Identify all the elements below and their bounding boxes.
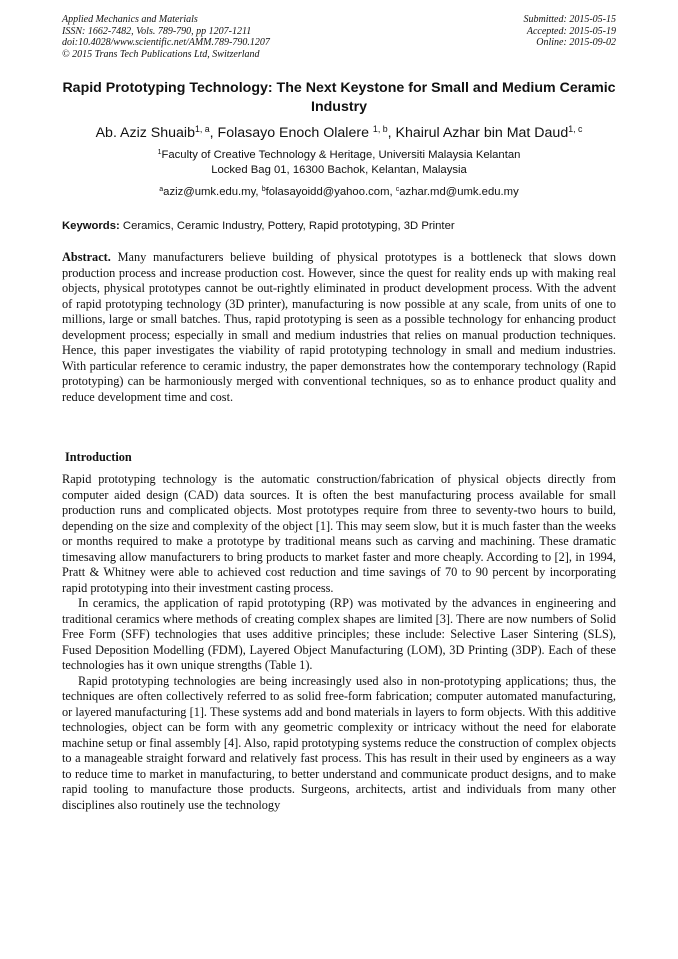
- email-sup: c: [395, 186, 400, 194]
- submitted-date: Submitted: 2015-05-15: [523, 14, 616, 25]
- copyright: © 2015 Trans Tech Publications Ltd, Switzerland: [62, 48, 260, 60]
- introduction-body: [62, 472, 616, 813]
- paper-title: Rapid Prototyping Technology: The Next Keystone for Small and Medium Ceramic Industry: [62, 80, 616, 115]
- author-sup: 1, a: [194, 124, 210, 135]
- author-name: Folasayo Enoch Olalere: [217, 125, 369, 141]
- abstract: [62, 250, 616, 405]
- email-sup: b: [261, 186, 266, 194]
- email-link[interactable]: aziz@umk.edu.my: [163, 186, 256, 198]
- accepted-date: Accepted: 2015-05-19: [526, 25, 616, 37]
- doi: doi:10.4028/www.scientific.net/AMM.789-790.1207: [62, 37, 270, 48]
- journal-name: Applied Mechanics and Materials: [62, 14, 198, 25]
- email-link[interactable]: azhar.md@umk.edu.my: [399, 186, 519, 198]
- keywords-label: Keywords:: [62, 220, 120, 232]
- author-list: Ab. Aziz Shuaib$^{1, a}$, Folasayo Enoch Olalere $^{1, b}$, Khairul Azhar bin Mat Daud$^{1, c}$: [95, 124, 583, 141]
- affiliation: [62, 148, 616, 178]
- section-heading-introduction: Introduction: [65, 450, 132, 464]
- page-header: [62, 14, 616, 60]
- paragraph: Rapid prototyping technology is the automatic construction/fabrication of physical objects directly from computer aided design (CAD) data sources. It is often the best manufacturing process available for small production runs and complicated objects. Most prototypes require from three to seventy-two hours to build, depending on the size and complexity of the object [1]. This may seem slow, but it is much faster than the weeks or months required to make a prototype by traditional means such as carving and machining. These dramatic timesaving allow manufacturers to bring products to market faster and more cheaply. According to [2], in 1994, Pratt & Whitney were able to achieved cost reduction and time savings of 70 to 90 percent by incorporating rapid prototyping into their investment casting process.: [62, 472, 616, 595]
- author-sup: 1, b: [372, 124, 388, 135]
- email-sup: a: [159, 186, 164, 194]
- affiliation-line-2: Locked Bag 01, 16300 Bachok, Kelantan, Malaysia: [211, 164, 467, 176]
- keywords-text: Ceramics, Ceramic Industry, Pottery, Rapid prototyping, 3D Printer: [122, 220, 455, 232]
- online-date: Online: 2015-09-02: [536, 37, 616, 48]
- keywords: [62, 219, 616, 234]
- author-name: Ab. Aziz Shuaib: [95, 125, 195, 141]
- paragraph: Rapid prototyping technologies are being increasingly used also in non-prototyping applications; thus, the techniques are often collectively referred to as solid free-form fabrication; computer automated manufacturing, or layered manufacturing [1]. These systems add and bond materials in layers to form objects. With this additive technologies, object can be form with any geometric complexity or intricacy without the need for elaborate machine setup or final assembly [4]. Also, rapid prototyping systems reduce the construction of complex objects to a manageable straight forward and relatively fast process. This has result in their used by engineers as a way to reduce time to market in manufacturing, to better understand and communicate product designs, and to make rapid tooling to manufacture those products. Surgeons, architects, artist and individuals from many other disciplines also routinely use the technology: [62, 673, 616, 812]
- publication-dates: [524, 14, 617, 60]
- paragraph: In ceramics, the application of rapid prototyping (RP) was motivated by the advances in engineering and traditional ceramics where methods of creating complex shapes are limited [3]. There are now numbers of Solid Free Form (SFF) technologies that uses additive principles; these include: Selective Laser Sintering (SLS), Fused Deposition Modelling (FDM), Layered Object Manufacturing (LOM), 3D Printing (3DP). Each of these technologies has it own unique strengths (Table 1).: [62, 596, 616, 672]
- email-link[interactable]: folasayoidd@yahoo.com: [265, 186, 390, 198]
- author-emails: $^a$aziz@umk.edu.my, $^b$folasayoidd@yahoo.com, $^c$azhar.md@umk.edu.my: [159, 186, 519, 198]
- abstract-text: Many manufacturers believe building of physical prototypes is a bottleneck that slows down production process and increase production cost. However, since the quest for reality ends up with making real objects, physical prototypes cannot be out-rightly eliminated in product development process. With the advent of rapid prototyping technology (3D printer), manufacturing is now possible at any scale, from units of one to millions, large or small batches. Thus, rapid prototyping is seen as a possible technology for enhancing product development process; especially in small and medium industries that relies on manual production techniques. Hence, this paper investigates the viability of rapid prototyping technology in small and medium industries. With particular reference to ceramic industry, the paper demonstrates how the contemporary technology (Rapid prototyping) can be harmoniously merged with conventional techniques, so as to enhance product quality and reduce development time and cost.: [62, 250, 616, 404]
- publication-info: [62, 14, 270, 60]
- affiliation-sup: 1: [157, 149, 162, 157]
- author-sup: 1, c: [568, 124, 583, 135]
- issn: ISSN: 1662-7482, Vols. 789-790, pp 1207-1211: [62, 25, 252, 37]
- affiliation-line-1: Faculty of Creative Technology & Heritage, Universiti Malaysia Kelantan: [161, 149, 521, 161]
- abstract-label: Abstract.: [62, 250, 111, 264]
- author-name: Khairul Azhar bin Mat Daud: [395, 125, 569, 141]
